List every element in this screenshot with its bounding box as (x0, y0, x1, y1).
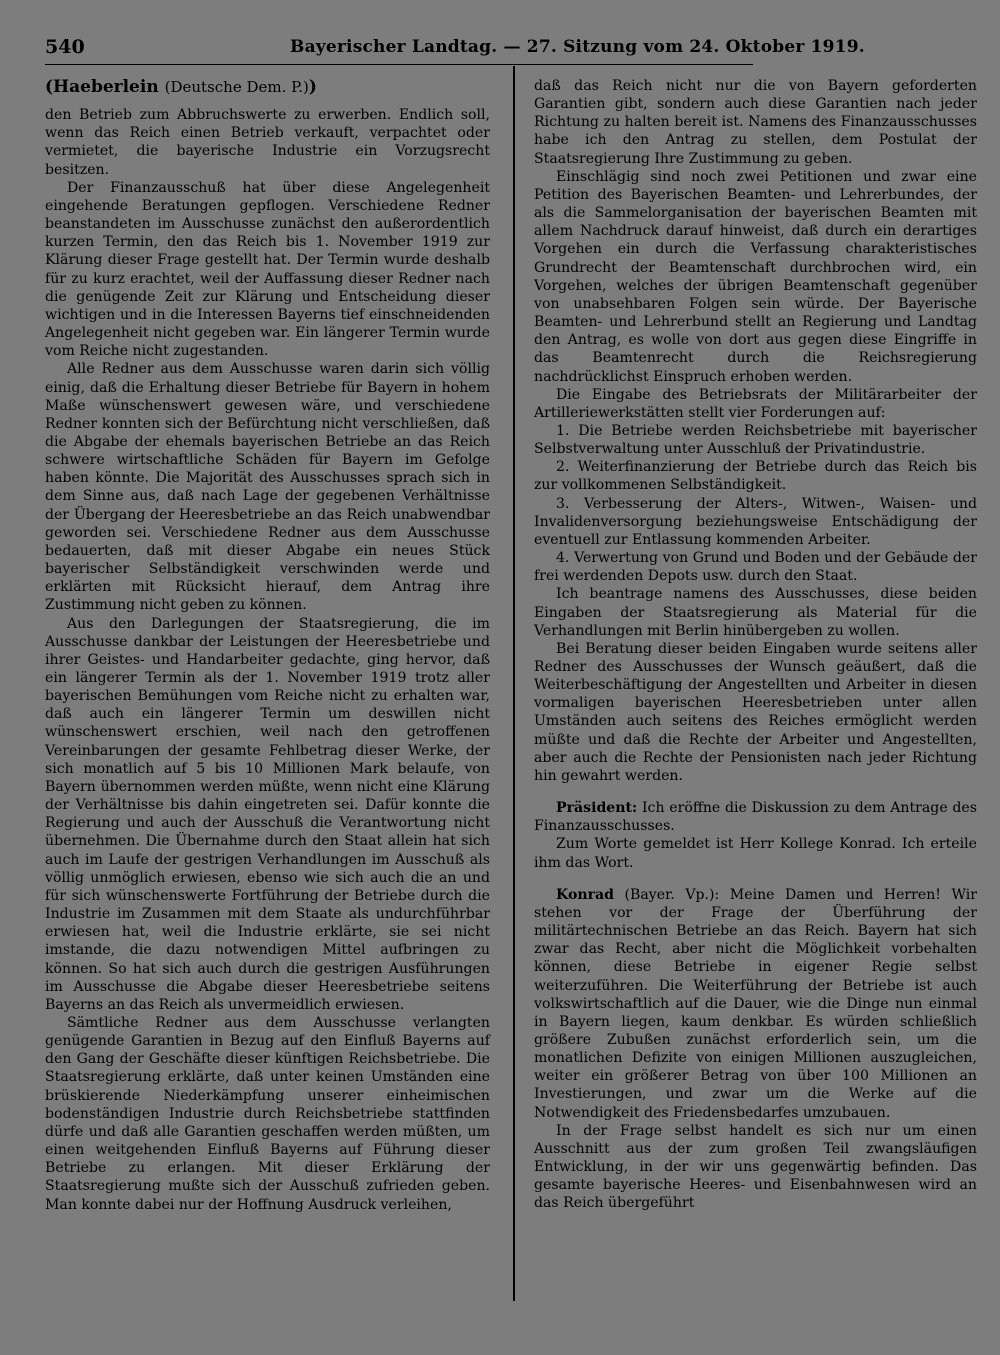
right-column (534, 77, 977, 1213)
page-number: 540 (45, 36, 85, 58)
paragraph: daß das Reich nicht nur die von Bayern geforderten Garantien gibt, sondern auch diese Garantien nach jeder Richtung zu halten bereit ist. Namens des Finanzausschusses habe ich den Antrag zu stellen, dem Postulat der Staatsregierung Ihre Zustimmung zu geben. (534, 78, 977, 167)
paragraph: Aus den Darlegungen der Staatsregierung, die im Ausschusse dankbar der Leistungen der Heeresbetriebe und ihrer Geistes- und Handarbeiter gedachte, ging hervor, daß ein längerer Termin als der 1. November 1919 trotz aller bayerischen Bemühungen vom Reiche nicht zu erhalten war, daß auch ein längerer Termin um deswillen nicht wünschenswert erschien, weil nach den getroffenen Vereinbarungen der gesamte Fehlbetrag dieser Werke, der sich monatlich auf 5 bis 10 Millionen Mark belaufe, von Bayern übernommen werden müßte, wenn nicht eine Klärung der Verhältnisse bis dahin eingetreten sei. Dafür konnte die Regierung und auch der Ausschuß die Verantwortung nicht übernehmen. Die Übernahme durch den Staat allein hat sich auch im Laufe der gestrigen Verhandlungen im Ausschuß als völlig unmöglich erwiesen, ebenso wie sich auch die an und für sich wünschenswerte Fortführung der Betriebe durch die Industrie im Zusammen mit dem Staate als undurchführbar erwiesen hat, weil die Industrie erklärte, sie sei nicht imstande, die dazu notwendigen Mittel aufbringen zu können. So hat sich auch durch die gestrigen Ausführungen im Ausschusse die Abgabe dieser Heeresbetriebe seitens Bayerns an das Reich als unvermeidlich erwiesen. (45, 615, 490, 1013)
statement-text: Meine Damen und Herren! Wir stehen vor der Frage der Überführung der militärtechnischen Betriebe an das Reich. Bayern hat sich zwar das Recht, aber nicht die Möglichkeit vorbehalten können, diese Betriebe in eigener Regie selbst weiterzuführen. Die Weiterführung der Betriebe ist auch volkswirtschaftlich auf die Dauer, wie die Dinge nun einmal in Bayern liegen, kaum denkbar. Es würden schließlich größere Zubußen zunächst erforderlich sein, um die monatlichen Defizite von einigen Millionen auszugleichen, weiter ein größerer Betrag von über 100 Millionen an Investierungen, und zwar um die Werke auf die Notwendigkeit des Friedensbedarfes umzubauen. (534, 886, 977, 1121)
paragraph: Bei Beratung dieser beiden Eingaben wurde seitens aller Redner des Ausschusses der Wunsch geäußert, daß die Weiterbeschäftigung der Angestellten und Arbeiter in diesen vormaligen bayerischen Heeresbetrieben unter allen Umständen auch seitens des Reiches ermöglicht werden müßte und daß die Rechte der Arbeiter und Angestellten, aber auch die Rechte der Pensionisten nach jeder Richtung hin gewahrt werden. (534, 640, 977, 784)
konrad-statement (534, 886, 977, 1122)
speaker-party: (Deutsche Dem. P.) (164, 78, 309, 96)
speaker-party: (Bayer. Vp.): (624, 886, 720, 903)
left-column (45, 72, 490, 1214)
paragraph: Der Finanzausschuß hat über diese Angelegenheit eingehende Beratungen gepflogen. Verschiedene Redner beanstandeten im Ausschusse zunächst den außerordentlich kurzen Termin, den das Reich bis 1. November 1919 zur Klärung dieser Frage gestellt hat. Der Termin wurde deshalb für zu kurz erachtet, weil der Auffassung dieser Redner nach die genügende Zeit zur Klärung und Entscheidung dieser wichtigen und in die Interessen Bayerns tief einschneidenden Angelegenheit nicht gegeben war. Ein längerer Termin wurde vom Reiche nicht zugestanden. (45, 179, 490, 360)
column-divider (513, 66, 515, 1301)
list-item: 1. Die Betriebe werden Reichsbetriebe mit bayerischer Selbstverwaltung unter Ausschluß der Privatindustrie. (534, 422, 977, 458)
paragraph: Einschlägig sind noch zwei Petitionen und zwar eine Petition des Bayerischen Beamten- und Lehrerbundes, der als die Sammelorganisation der bayerischen Beamten mit allem Nachdruck darauf hinweist, daß durch ein derartiges Vorgehen ein durch die Verfassung charakteristisches Grundrecht der Beamtenschaft durchbrochen wird, ein Vorgehen, welches der übrigen Beamtenschaft gegenüber von unabsehbaren Folgen sein würde. Der Bayerische Beamten- und Lehrerbund stellt an Regierung und Landtag den Antrag, es wolle von dort aus gegen diese Eingriffe in das Beamtenrecht durch die Reichsregierung nachdrücklichst Einspruch erhoben werden. (534, 168, 977, 385)
list-item: 4. Verwertung von Grund und Boden und der Gebäude der frei werdenden Depots usw. durch den Staat. (534, 550, 977, 585)
paragraph: Zum Worte gemeldet ist Herr Kollege Konrad. Ich erteile ihm das Wort. (534, 836, 977, 871)
speaker-label: Konrad (556, 886, 614, 903)
page-header (45, 36, 865, 65)
list-item: 2. Weiterfinanzierung der Betriebe durch das Reich bis zur vollkommenen Selbständigkeit. (534, 459, 977, 494)
speaker-heading: (Haeberlein (Deutsche Dem. P.)) (45, 77, 317, 97)
paragraph: Ich beantrage namens des Ausschusses, diese beiden Eingaben der Staatsregierung als Material für die Verhandlungen mit Berlin hinübergeben zu wollen. (534, 586, 977, 639)
list-item: 3. Verbesserung der Alters-, Witwen-, Waisen- und Invalidenversorgung beziehungsweise Entschädigung der eventuell zur Entlassung kommenden Arbeiter. (534, 495, 977, 548)
speaker-name: Haeberlein (53, 77, 159, 97)
statement-text: Ich eröffne die Diskussion zu dem Antrage des Finanzausschusses. (534, 800, 978, 835)
paragraph: Sämtliche Redner aus dem Ausschusse verlangten genügende Garantien in Bezug auf den Einfluß Bayerns auf den Gang der Geschäfte dieser künftigen Reichsbetriebe. Die Staatsregierung erklärte, daß unter keinen Umständen eine brüskierende Niederkämpfung unserer einheimischen bodenständigen Industrie durch Reichsbetriebe stattfinden dürfe und daß alle Garantien geschaffen werden müßten, um einen weitgehenden Einfluß Bayerns auf Führung dieser Betriebe zu erlangen. Mit dieser Erklärung der Staatsregierung mußte sich der Ausschuß zufrieden geben. Man konnte dabei nur der Hoffnung Ausdruck verleihen, (45, 1014, 490, 1213)
paragraph: Die Eingabe des Betriebsrats der Militärarbeiter der Artilleriewerkstätten stellt vier Forderungen auf: (534, 386, 977, 421)
paragraph: Alle Redner aus dem Ausschusse waren darin sich völlig einig, daß die Erhaltung dieser Betriebe für Bayern in hohem Maße wünschenswert gewesen wäre, und verschiedene Redner konnten sich der Befürchtung nicht verschließen, daß die Abgabe der ehemals bayerischen Betriebe an das Reich schwere wirtschaftliche Schäden für Bayern im Gefolge haben könnte. Die Majorität des Ausschusses sprach sich in dem Sinne aus, daß nach Lage der gegebenen Verhältnisse der Übergang der Heeresbetriebe an das Reich unabwendbar geworden sei. Verschiedene Redner aus dem Ausschusse bedauerten, daß mit dieser Abgabe ein neues Stück bayerischer Selbständigkeit verschwinden werde und erklärten mit Rücksicht hierauf, dem Antrag ihre Zustimmung nicht geben zu können. (45, 361, 490, 614)
running-title: Bayerischer Landtag. — 27. Sitzung vom 24. Oktober 1919. (290, 37, 865, 57)
speaker-label: Präsident: (556, 800, 638, 817)
paragraph: In der Frage selbst handelt es sich nur um einen Ausschnitt aus der zum großen Teil zwangsläufigen Entwicklung, in der wir uns gegenwärtig befinden. Das gesamte bayerische Heeres- und Eisenbahnwesen wird an das Reich übergeführt (534, 1122, 977, 1212)
president-statement (534, 799, 977, 835)
paragraph: den Betrieb zum Abbruchswerte zu erwerben. Endlich soll, wenn das Reich einen Betrieb verkauft, verpachtet oder vermietet, die bayerische Industrie ein Vorzugsrecht besitzen. (45, 107, 490, 178)
